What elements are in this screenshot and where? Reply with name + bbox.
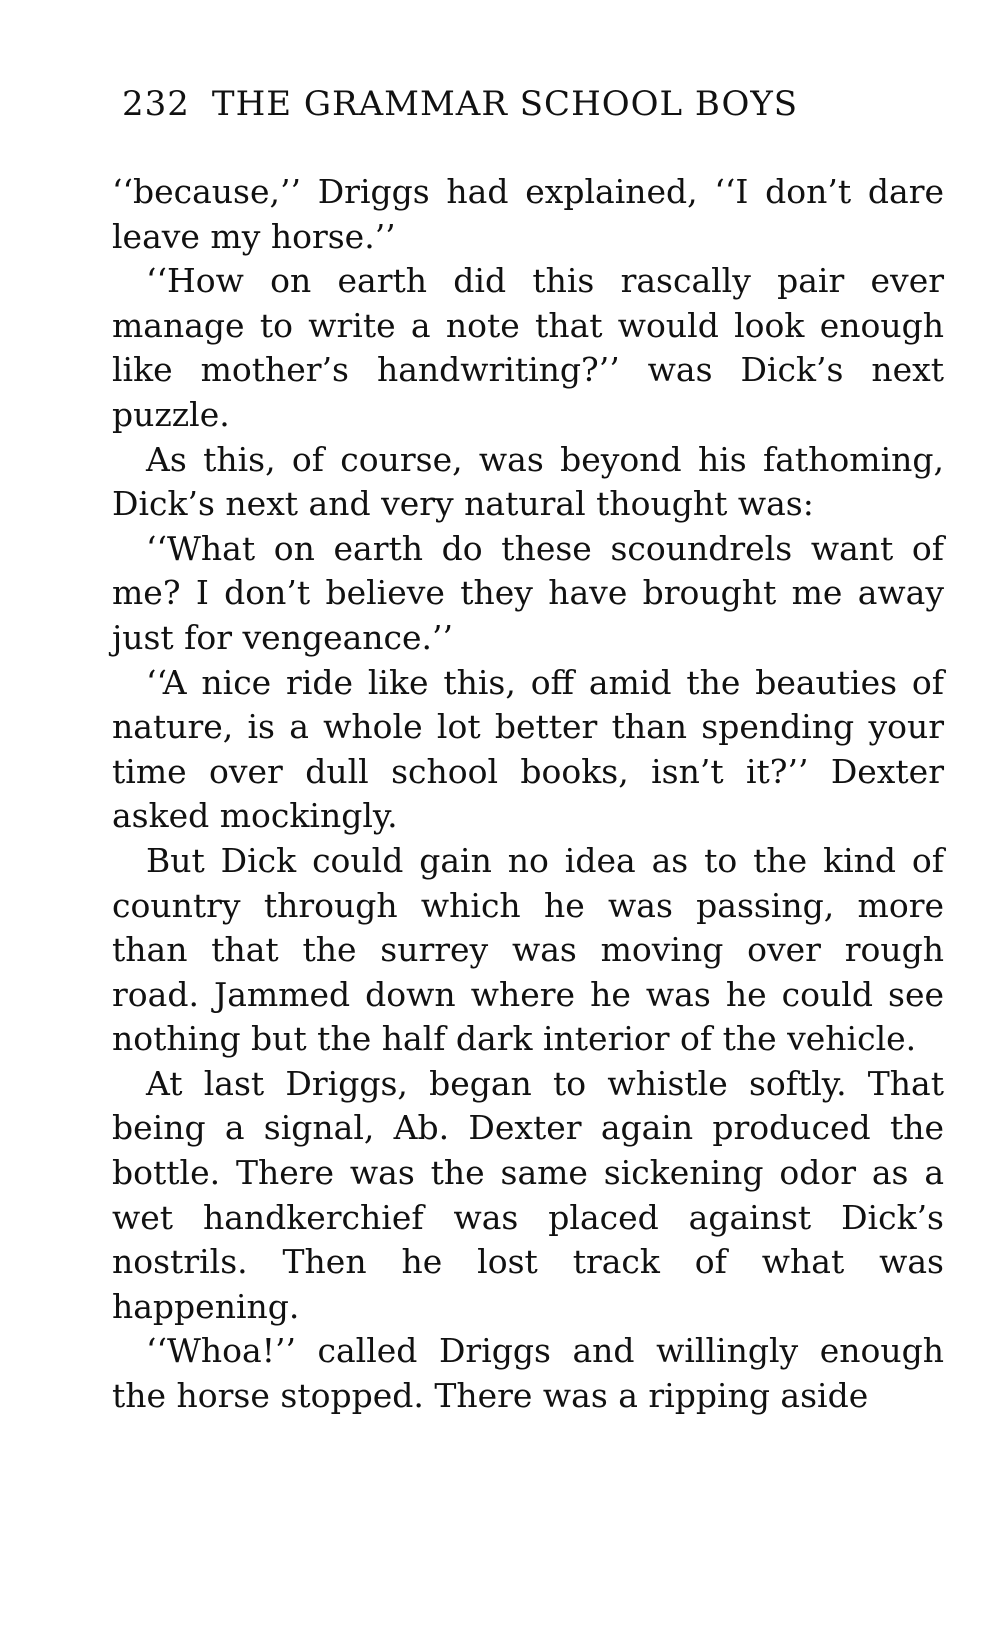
paragraph-1: ‘‘because,’’ Driggs had explained, ‘‘I don’t dare leave my horse.’’ [112,172,944,256]
running-title: THE GRAMMAR SCHOOL BOYS [211,84,799,124]
body-text [112,170,944,1419]
running-head [122,82,862,126]
paragraph-3: As this, of course, was beyond his fathoming, Dick’s next and very natural thought was: [112,439,944,524]
paragraph-4: ‘‘What on earth do these scoundrels want of me? I don’t believe they have brought me away just for vengeance.’’ [112,528,944,657]
paragraph-2: ‘‘How on earth did this rascally pair ever manage to write a note that would look enough like mother’s handwriting?’’ was Dick’s next puzzle. [112,261,944,434]
page-number: 232 [122,84,190,124]
paragraph-7: At last Driggs, began to whistle softly. That being a signal, Ab. Dexter again produced the bottle. There was the same sickening odor as a wet handkerchief was placed against Dick’s nostrils. Then he lost track of what was happening. [112,1063,944,1326]
paragraph-5: ‘‘A nice ride like this, off amid the beauties of nature, is a whole lot better than spending your time over dull school books, isn’t it?’’ Dexter asked mockingly. [112,662,944,836]
paragraph-8: ‘‘Whoa!’’ called Driggs and willingly enough the horse stopped. There was a ripping aside [112,1331,944,1416]
paragraph-6: But Dick could gain no idea as to the kind of country through which he was passing, more than that the surrey was moving over rough road. Jammed down where he was he could see nothing but the half dark interior of the vehicle. [112,840,944,1059]
